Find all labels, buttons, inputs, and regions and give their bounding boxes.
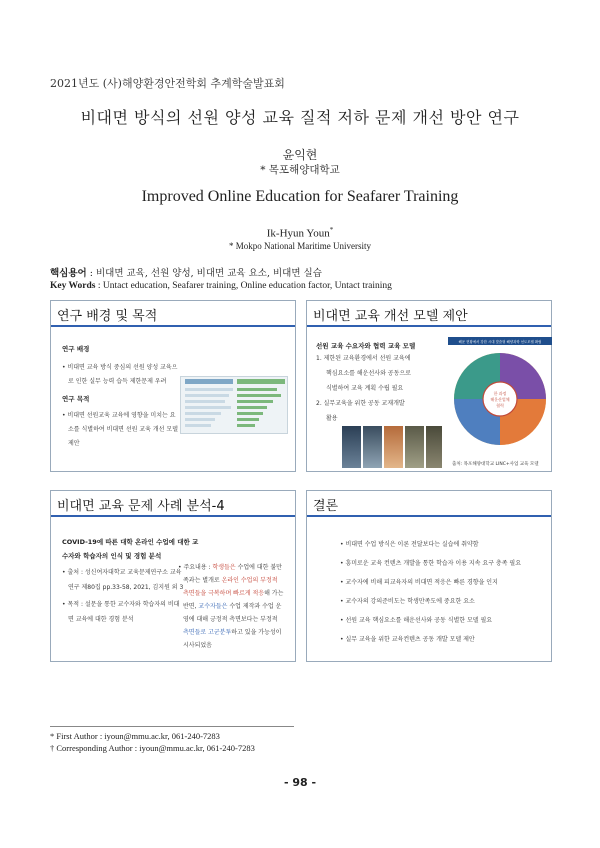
korean-keywords-text: : 비대면 교육, 선원 양성, 비대면 교육 요소, 비대면 실습	[86, 268, 322, 279]
conclusion-panel-title: 결론	[307, 491, 551, 517]
english-keywords	[50, 281, 392, 291]
diagram-center-line1: 한 과정	[493, 391, 507, 396]
model-item2-line1: 2. 실무교육을 위한 공동 교재개발	[316, 400, 405, 407]
purpose-heading: 연구 목적	[62, 395, 90, 403]
diagram-banner: 해운 현황에서 강한 시대 맞춤형 해양과학 선도모델 확립	[458, 340, 542, 344]
korean-author: 윤익현	[282, 148, 318, 162]
cases-panel-title: 비대면 교육 문제 사례 분석-4	[51, 491, 295, 517]
english-title: Improved Online Education for Seafarer Training	[141, 188, 459, 205]
author-mark: *	[329, 226, 334, 234]
cases-content-line6: 측면들로 고군분투하고 있을 가능성이	[183, 629, 282, 636]
conclusion-item: • 비대면 수업 방식은 이론 전달보다는 실습에 취약함	[340, 541, 479, 548]
purpose-bullet-line3: 제안	[68, 440, 80, 447]
model-diagram	[448, 335, 552, 453]
cases-purpose-line1: • 목적 : 설문을 통한 교수자와 학습자의 비대	[62, 601, 180, 608]
korean-title: 비대면 방식의 선원 양성 교육 질적 저하 문제 개선 방안 연구	[80, 108, 520, 127]
page-number: - 98 -	[283, 776, 317, 789]
background-heading: 연구 배경	[62, 345, 90, 353]
cases-source-line2: 연구 제80집 pp.33-58, 2021, 김지원 외 3	[68, 584, 184, 591]
model-heading: 선원 교육 수요자와 협력 교육 모델	[316, 342, 416, 350]
english-keywords-text: : Untact education, Seafarer training, Online education factor, Untact training	[95, 281, 392, 291]
cases-purpose-line2: 면 교육에 대한 경험 분석	[68, 616, 134, 623]
cases-content-line5: 영에 대해 긍정적 측면보다는 부정적	[183, 616, 278, 623]
conclusion-item: • 교수자의 강의준비도는 학생만족도에 중요한 요소	[340, 598, 475, 605]
model-item1-line3: 식별하여 교육 계획 수립 필요	[326, 385, 404, 392]
cases-source-line1: • 출처 : 성신여자대학교 교육문제연구소 교육	[62, 569, 182, 576]
cases-content-line3: 측면들을 극복하며 빠르게 적응해 가는	[183, 590, 284, 597]
purpose-bullet-line2: 소를 식별하여 비대면 선원 교육 개선 모델	[68, 426, 178, 433]
background-bullet-line2: 로 인한 실무 능력 습득 제한문제 우려	[68, 378, 167, 385]
background-bullet-line1: • 비대면 교육 방식 중심의 선원 양성 교육으	[62, 364, 178, 371]
diagram-center-line3: 협력	[496, 403, 504, 408]
cases-heading-line2: 수자와 학습자의 인식 및 경험 분석	[62, 552, 162, 560]
cases-content-line1: • 주요내용 : 학생들은 수업에 대한 불만	[178, 564, 282, 571]
model-item2-line2: 활용	[326, 415, 338, 422]
footnote-corresponding-author: † Corresponding Author : iyoun@mmu.ac.kr, 061-240-7283	[50, 743, 255, 753]
english-author	[0, 226, 600, 240]
korean-affiliation: * 목포해양대학교	[260, 164, 340, 176]
footnote-first-author: * First Author : iyoun@mmu.ac.kr, 061-240-7283	[50, 731, 220, 741]
english-author-name: Ik-Hyun Youn	[266, 227, 330, 240]
survey-table-image	[180, 376, 288, 434]
conference-name: 2021년도 (사)해양환경안전학회 추계학술발표회	[50, 77, 285, 90]
conclusion-item: • 교수자에 비해 피교육자의 비대면 적응은 빠른 경향을 인지	[340, 579, 498, 586]
conclusion-item: • 흥미로운 교육 컨텐츠 개발을 통한 학습자 이용 지속 요구 충족 필요	[340, 560, 522, 567]
background-panel-title: 연구 배경 및 목적	[51, 301, 295, 327]
english-keywords-label: Key Words	[50, 281, 96, 291]
model-panel-title: 비대면 교육 개선 모델 제안	[307, 301, 551, 327]
english-affiliation: * Mokpo National Maritime University	[229, 241, 371, 251]
korean-keywords-label: 핵심용어	[50, 268, 87, 279]
conclusion-item: • 실무 교육을 위한 교육컨텐츠 공동 개발 모델 제안	[340, 636, 475, 643]
cases-heading-line1: COVID-19에 따른 대학 온라인 수업에 대한 교	[62, 538, 199, 546]
model-item1-line1: 1. 제한된 교육환경에서 선원 교육에	[316, 355, 411, 362]
model-item1-line2: 핵심요소를 해운선사와 공동으로	[326, 370, 411, 377]
textbook-photos	[342, 426, 442, 468]
cases-content-line4: 반면, 교수자들은 수업 제작과 수업 운	[183, 603, 282, 610]
model-source: 출처: 목포해양대학교 LINC+사업 교육 모델	[452, 462, 539, 467]
diagram-center-line2: 해운산업체	[490, 397, 510, 402]
conclusion-item: • 선원 교육 핵심요소를 해운선사와 공동 식별한 모델 필요	[340, 617, 493, 624]
purpose-bullet-line1: • 비대면 선원교육 교육에 영향을 미치는 요	[62, 412, 176, 419]
korean-keywords	[50, 265, 322, 279]
footnote-divider	[50, 726, 294, 727]
cases-content-line7: 시사되었음	[183, 642, 212, 649]
cases-content-line2: 족과는 별개로 온라인 수업의 부정적	[183, 577, 278, 584]
